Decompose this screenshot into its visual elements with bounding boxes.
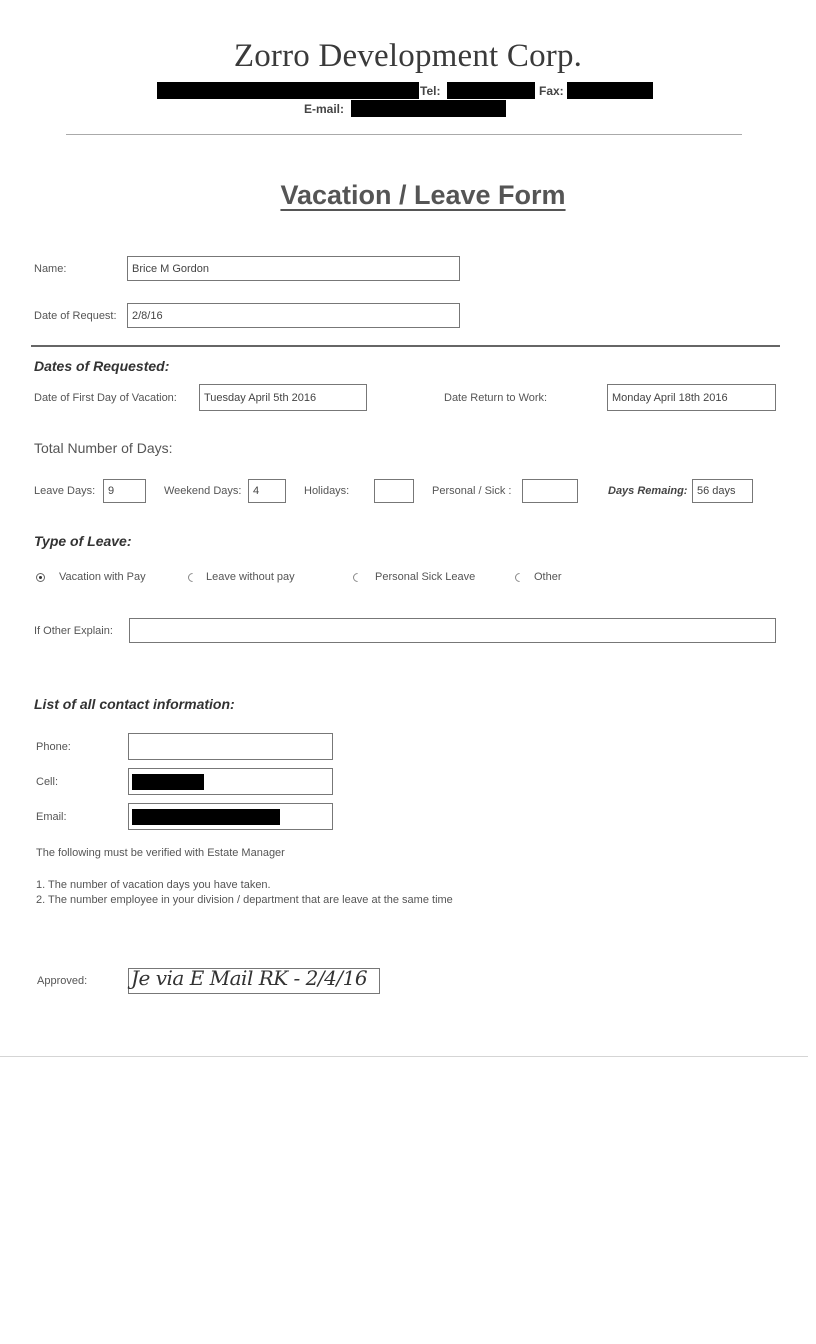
first-day-field[interactable]: Tuesday April 5th 2016 <box>199 384 367 411</box>
other-explain-field[interactable] <box>129 618 776 643</box>
cell-label: Cell: <box>36 776 59 788</box>
fax-label: Fax: <box>539 84 564 98</box>
return-to-work-label: Date Return to Work: <box>444 392 548 404</box>
days-remaining-field[interactable]: 56 days <box>692 479 753 503</box>
leave-option-personal-sick-leave[interactable] <box>353 571 493 585</box>
redacted-email <box>351 100 506 117</box>
leave-option-leave-without-pay[interactable] <box>188 571 318 585</box>
leave-option-label: Other <box>534 571 562 583</box>
section-divider <box>31 345 780 347</box>
name-label: Name: <box>34 263 67 275</box>
redacted-tel <box>447 82 535 99</box>
radio-icon[interactable] <box>513 571 526 584</box>
redacted-email-field <box>132 809 280 825</box>
phone-field[interactable] <box>128 733 333 760</box>
approved-label: Approved: <box>37 975 88 987</box>
radio-selected-icon[interactable] <box>36 573 45 582</box>
redacted-cell <box>132 774 204 790</box>
email-label: Email: <box>36 811 67 823</box>
leave-option-vacation-with-pay[interactable] <box>36 571 166 585</box>
type-of-leave-heading: Type of Leave: <box>34 533 132 549</box>
company-name: Zorro Development Corp. <box>233 38 583 74</box>
days-remaining-label: Days Remaing: <box>608 485 688 497</box>
email-field[interactable] <box>128 803 333 830</box>
redacted-fax <box>567 82 653 99</box>
first-day-label: Date of First Day of Vacation: <box>34 392 177 404</box>
letterhead-divider <box>66 134 742 135</box>
approval-signature: Je via E Mail RK - 2/4/16 <box>131 966 368 990</box>
date-of-request-field[interactable]: 2/8/16 <box>127 303 460 328</box>
weekend-days-label: Weekend Days: <box>164 485 242 497</box>
weekend-days-field[interactable]: 4 <box>248 479 286 503</box>
other-explain-label: If Other Explain: <box>34 625 113 637</box>
holidays-label: Holidays: <box>304 485 350 497</box>
form-title: Vacation / Leave Form <box>280 180 566 210</box>
name-field[interactable]: Brice M Gordon <box>127 256 460 281</box>
dates-section-heading: Dates of Requested: <box>34 358 170 374</box>
leave-option-label: Personal Sick Leave <box>375 571 476 583</box>
verify-item: 2. The number employee in your division / department that are leave at the same time <box>36 894 453 906</box>
radio-icon[interactable] <box>351 571 364 584</box>
email-header-label: E-mail: <box>304 102 345 116</box>
leave-option-other[interactable] <box>515 571 585 585</box>
date-of-request-label: Date of Request: <box>34 310 117 322</box>
total-days-label: Total Number of Days: <box>34 440 173 456</box>
holidays-field[interactable] <box>374 479 414 503</box>
tel-label: Tel: <box>420 84 441 98</box>
phone-label: Phone: <box>36 741 71 753</box>
leave-days-field[interactable]: 9 <box>103 479 146 503</box>
leave-days-label: Leave Days: <box>34 485 96 497</box>
contact-section-heading: List of all contact information: <box>34 696 235 712</box>
radio-icon[interactable] <box>186 571 199 584</box>
verify-note: The following must be verified with Estate Manager <box>36 847 285 859</box>
return-to-work-field[interactable]: Monday April 18th 2016 <box>607 384 776 411</box>
leave-option-label: Leave without pay <box>206 571 295 583</box>
page-bottom-rule <box>0 1056 808 1057</box>
verify-item: 1. The number of vacation days you have taken. <box>36 879 271 891</box>
personal-sick-field[interactable] <box>522 479 578 503</box>
leave-option-label: Vacation with Pay <box>59 571 146 583</box>
personal-sick-label: Personal / Sick : <box>432 485 512 497</box>
redacted-address <box>157 82 419 99</box>
cell-field[interactable] <box>128 768 333 795</box>
